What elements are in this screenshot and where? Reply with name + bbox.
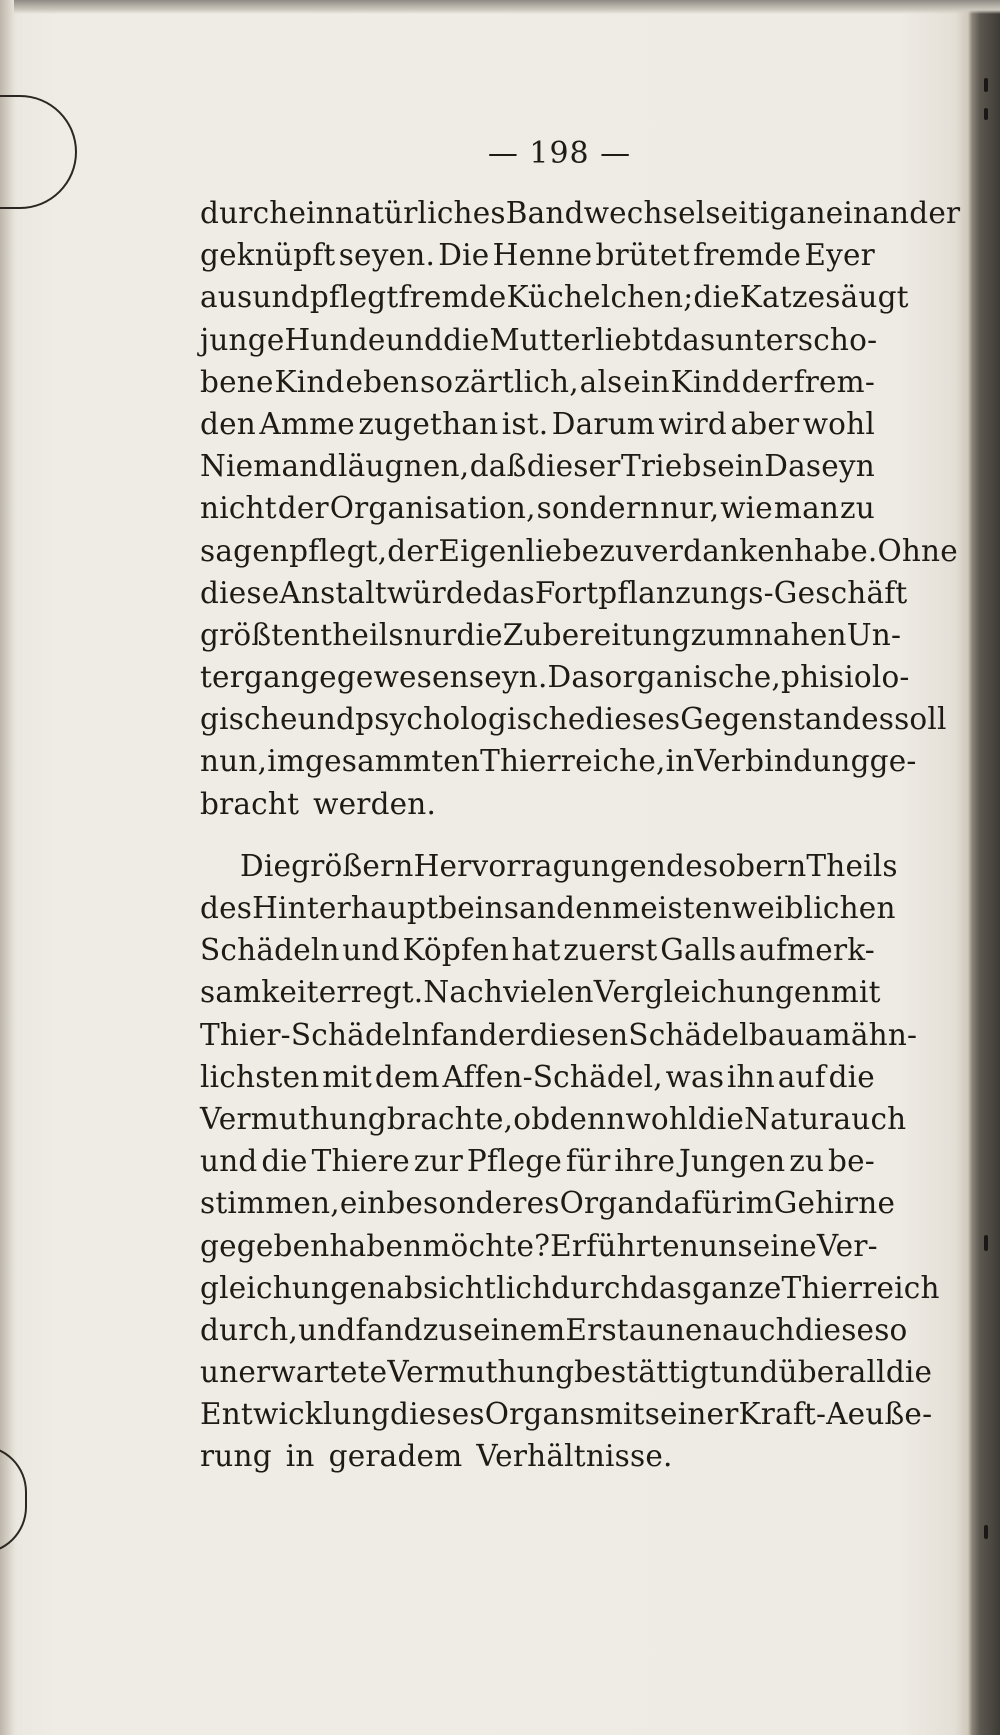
word: Anstalt xyxy=(279,575,387,610)
word: wechselseitig xyxy=(583,196,789,230)
word: seiner xyxy=(644,1397,739,1432)
word: obern xyxy=(718,848,807,883)
word: Hunde xyxy=(284,322,386,357)
word: seyn. xyxy=(468,660,548,695)
word: überall xyxy=(778,1355,886,1390)
text-line xyxy=(200,740,917,782)
word: daß xyxy=(469,449,527,484)
word: seyen. xyxy=(338,238,436,273)
word: Schädeln xyxy=(200,933,340,968)
text-line xyxy=(200,445,875,487)
word: psychologische xyxy=(355,702,586,737)
word: ge- xyxy=(869,744,917,779)
word: und xyxy=(200,1144,258,1179)
word: haben xyxy=(329,1228,423,1263)
word: Eyer xyxy=(804,238,875,273)
text-line xyxy=(200,971,881,1013)
text-line xyxy=(200,1098,907,1140)
word: Eigenliebe xyxy=(438,533,600,568)
word: dieses xyxy=(390,1397,485,1432)
text-line xyxy=(200,1014,918,1056)
word: und xyxy=(252,280,310,315)
word: läugnen, xyxy=(337,449,470,484)
word: Nach xyxy=(423,975,504,1010)
text-line xyxy=(200,1267,940,1309)
word: Thiere xyxy=(311,1144,410,1179)
word: des xyxy=(666,848,719,883)
word: und xyxy=(297,702,356,737)
word: nicht xyxy=(200,491,277,526)
word: als xyxy=(579,364,623,399)
word: Küchelchen; xyxy=(506,280,694,315)
word: des xyxy=(200,891,253,925)
word: dieser xyxy=(526,449,621,484)
word: ihre xyxy=(614,1144,676,1179)
word: unerwartete xyxy=(200,1355,388,1390)
word: durch xyxy=(551,1270,640,1305)
word: die xyxy=(885,1355,933,1390)
word: phisiolo- xyxy=(780,660,910,695)
word: liebt xyxy=(595,322,664,357)
text-line xyxy=(200,845,898,887)
word: Vergleichungen xyxy=(593,975,831,1010)
word: mit xyxy=(594,1397,645,1432)
word: geradem xyxy=(328,1439,463,1474)
word: Kind xyxy=(274,364,345,399)
word: hat xyxy=(511,933,561,968)
text-line xyxy=(200,1351,933,1393)
text-line xyxy=(200,487,875,529)
word: und xyxy=(385,322,444,357)
word: Theils xyxy=(806,848,898,883)
word: nur xyxy=(403,617,457,652)
word: unterscho- xyxy=(715,322,878,357)
word: diese xyxy=(794,1312,875,1347)
word: samkeit xyxy=(200,975,319,1010)
word: ihn xyxy=(726,1059,775,1094)
word: frem- xyxy=(793,364,875,399)
word: die xyxy=(697,1101,745,1136)
word: Verbindung xyxy=(694,744,870,779)
word: ob xyxy=(513,1101,551,1136)
word: werden. xyxy=(313,786,437,821)
word: Organs xyxy=(484,1397,595,1432)
word: Mutter xyxy=(489,322,596,357)
page-number: — 198 — xyxy=(487,136,632,171)
word: weiblichen xyxy=(731,891,896,925)
word: fremde xyxy=(693,238,802,273)
word: brachte, xyxy=(386,1101,514,1136)
word: dafür xyxy=(654,1186,736,1221)
word: tergange xyxy=(200,660,337,695)
word: für xyxy=(565,1144,611,1179)
word: er xyxy=(497,1017,530,1052)
word: Fortpflanzungs-Geschäft xyxy=(534,575,908,610)
word: den xyxy=(556,891,613,925)
word: wohl xyxy=(802,406,875,441)
word: auf xyxy=(777,1059,826,1094)
word: größtentheils xyxy=(200,617,404,652)
word: Natur xyxy=(744,1101,834,1136)
word: Entwicklung xyxy=(200,1397,390,1432)
word: wohl xyxy=(625,1101,698,1136)
word: aneinander xyxy=(788,196,961,230)
word: zu xyxy=(599,533,635,568)
word: die xyxy=(828,1059,875,1094)
word: Hervorragungen xyxy=(413,848,667,883)
word: Zubereitung xyxy=(502,617,691,652)
word: Organ xyxy=(559,1186,655,1221)
word: ganze xyxy=(692,1270,782,1305)
word: der xyxy=(741,364,793,399)
word: meisten xyxy=(612,891,732,925)
word: ist. xyxy=(501,406,549,441)
word: eben xyxy=(345,364,420,399)
word: seinem xyxy=(457,1312,566,1347)
word: Galls xyxy=(660,933,737,968)
word: Erstaunen xyxy=(565,1312,722,1347)
word: Ver- xyxy=(816,1228,878,1263)
word: die xyxy=(456,617,503,652)
word: rung xyxy=(200,1439,272,1474)
word: Henne xyxy=(492,238,593,273)
word: ein xyxy=(623,364,670,399)
word: verdanken xyxy=(634,533,795,568)
word: bene xyxy=(200,364,274,399)
word: das xyxy=(482,575,535,610)
word: Er xyxy=(550,1228,587,1263)
word: in xyxy=(665,744,695,779)
word: gische xyxy=(200,702,298,737)
text-line xyxy=(200,361,875,403)
text-line xyxy=(200,1435,875,1477)
word: durch, xyxy=(200,1312,299,1347)
word: Gegenstandes xyxy=(680,702,895,737)
word: gesammten xyxy=(305,744,481,779)
word: Organisation, xyxy=(329,491,536,526)
adjacent-page-curl-bottom xyxy=(0,1445,27,1554)
word: so xyxy=(419,364,454,399)
word: seine xyxy=(737,1228,817,1263)
word: Un- xyxy=(846,617,902,652)
word: bracht xyxy=(200,786,300,821)
word: natürliches xyxy=(335,196,506,230)
word: diese xyxy=(200,575,280,610)
word: fand xyxy=(430,1017,498,1052)
adjacent-page-curl-top xyxy=(0,95,77,209)
word: Amme xyxy=(259,406,355,441)
word: Thierreiche, xyxy=(480,744,666,779)
word: der xyxy=(387,533,439,568)
word: junge xyxy=(200,322,285,357)
word: im xyxy=(267,744,305,779)
word: Kraft-Aeuße- xyxy=(738,1397,933,1432)
text-line xyxy=(200,572,908,614)
word: Katze xyxy=(739,280,826,315)
paragraph-gap xyxy=(200,825,875,845)
word: stimmen, xyxy=(200,1186,340,1221)
word: zu xyxy=(839,491,875,526)
word: be- xyxy=(828,1144,875,1179)
word: vielen xyxy=(503,975,594,1010)
word: zärtlich, xyxy=(454,364,579,399)
word: führte xyxy=(586,1228,680,1263)
word: wird xyxy=(658,406,728,441)
word: sagen xyxy=(200,533,290,568)
word: gegeben xyxy=(200,1228,330,1263)
word: brütet xyxy=(595,238,690,273)
word: denn xyxy=(550,1101,626,1136)
word: was xyxy=(665,1059,725,1094)
word: geknüpft xyxy=(200,238,336,273)
word: zum xyxy=(690,617,754,652)
text-line xyxy=(200,887,896,929)
word: Thier-Schädeln xyxy=(200,1017,431,1052)
text-line xyxy=(200,319,878,361)
word: Ohne xyxy=(877,533,958,568)
word: Daseyn xyxy=(764,449,875,484)
word: ein xyxy=(288,196,336,230)
word: erregt. xyxy=(318,975,424,1010)
word: zur xyxy=(413,1144,463,1179)
word: zu xyxy=(422,1312,458,1347)
word: besonderes xyxy=(386,1186,560,1221)
word: das xyxy=(663,322,716,357)
word: mit xyxy=(830,975,881,1010)
word: die xyxy=(443,322,490,357)
word: Hinterhauptbeins xyxy=(252,891,520,925)
paragraph xyxy=(200,845,940,1478)
word: organische, xyxy=(604,660,781,695)
word: Pflege xyxy=(466,1144,563,1179)
word: auch xyxy=(721,1312,795,1347)
word: Niemand xyxy=(200,449,338,484)
text-line xyxy=(200,530,958,572)
word: Jungen xyxy=(679,1144,786,1179)
word: dem xyxy=(374,1059,440,1094)
word: bestättigt xyxy=(574,1355,722,1390)
word: absichtlich xyxy=(386,1270,552,1305)
text-line xyxy=(200,1309,908,1351)
word: sein xyxy=(701,449,764,484)
word: und xyxy=(721,1355,779,1390)
word: Köpfen xyxy=(402,933,509,968)
text-line xyxy=(200,234,875,276)
word: Die xyxy=(438,238,490,273)
word: an xyxy=(519,891,557,925)
word: nun, xyxy=(200,744,268,779)
word: Gehirne xyxy=(773,1186,896,1221)
word: die xyxy=(693,280,740,315)
word: aber xyxy=(730,406,800,441)
word: am xyxy=(804,1017,851,1052)
word: fand xyxy=(355,1312,423,1347)
word: durch xyxy=(200,196,289,230)
text-line xyxy=(200,783,875,825)
word: Vermuthung xyxy=(200,1101,387,1136)
word: Thierreich xyxy=(781,1270,940,1305)
word: den xyxy=(200,406,256,441)
word: Trieb xyxy=(621,449,702,484)
word: mit xyxy=(322,1059,373,1094)
text-line xyxy=(200,929,875,971)
word: größern xyxy=(291,848,414,883)
word: gewesen xyxy=(336,660,469,695)
text-line xyxy=(200,1225,878,1267)
word: fremde xyxy=(398,280,507,315)
word: nahen xyxy=(753,617,847,652)
word: Kind xyxy=(670,364,741,399)
word: ein xyxy=(339,1186,387,1221)
word: Band xyxy=(505,196,584,230)
word: zu xyxy=(789,1144,825,1179)
word: zuerst xyxy=(563,933,658,968)
text-line xyxy=(200,192,961,234)
text-line xyxy=(200,1393,933,1435)
word: habe. xyxy=(794,533,878,568)
text-line xyxy=(200,614,902,656)
word: pflegt xyxy=(309,280,399,315)
word: Verhältnisse. xyxy=(476,1439,673,1474)
word: und xyxy=(342,933,400,968)
word: säugt xyxy=(825,280,909,315)
word: lichsten xyxy=(200,1059,320,1094)
word: man xyxy=(773,491,840,526)
word: nun xyxy=(679,1228,738,1263)
word: ähn- xyxy=(850,1017,918,1052)
word: gleichungen xyxy=(200,1270,387,1305)
word: würde xyxy=(386,575,483,610)
paragraph xyxy=(200,192,961,825)
text-line xyxy=(200,656,910,698)
word: möchte? xyxy=(422,1228,551,1263)
word: Schädelbau xyxy=(628,1017,805,1052)
word: aufmerk- xyxy=(739,933,875,968)
word: dieses xyxy=(585,702,681,737)
text-line xyxy=(200,1056,875,1098)
text-line xyxy=(200,698,947,740)
word: auch xyxy=(833,1101,907,1136)
word: die xyxy=(261,1144,308,1179)
word: Die xyxy=(240,848,292,883)
word: Vermuthung xyxy=(387,1355,575,1390)
word: in xyxy=(285,1439,315,1474)
word: Darum xyxy=(551,406,656,441)
word: im xyxy=(735,1186,774,1221)
word: wie xyxy=(720,491,773,526)
word: so xyxy=(874,1312,908,1347)
text-line xyxy=(200,1140,875,1182)
text-line xyxy=(200,276,909,318)
word: sondern xyxy=(536,491,660,526)
word: Das xyxy=(547,660,605,695)
text-line xyxy=(200,403,875,445)
word: das xyxy=(639,1270,693,1305)
word: Affen-Schädel, xyxy=(442,1059,663,1094)
body-text xyxy=(200,192,961,1478)
page-content xyxy=(200,130,961,1550)
word: diesen xyxy=(529,1017,629,1052)
word: der xyxy=(277,491,329,526)
word: und xyxy=(298,1312,356,1347)
word: zugethan xyxy=(358,406,499,441)
word: soll xyxy=(894,702,947,737)
word: nur, xyxy=(660,491,720,526)
text-line xyxy=(200,1182,896,1224)
word: aus xyxy=(200,280,253,315)
word: pflegt, xyxy=(289,533,388,568)
